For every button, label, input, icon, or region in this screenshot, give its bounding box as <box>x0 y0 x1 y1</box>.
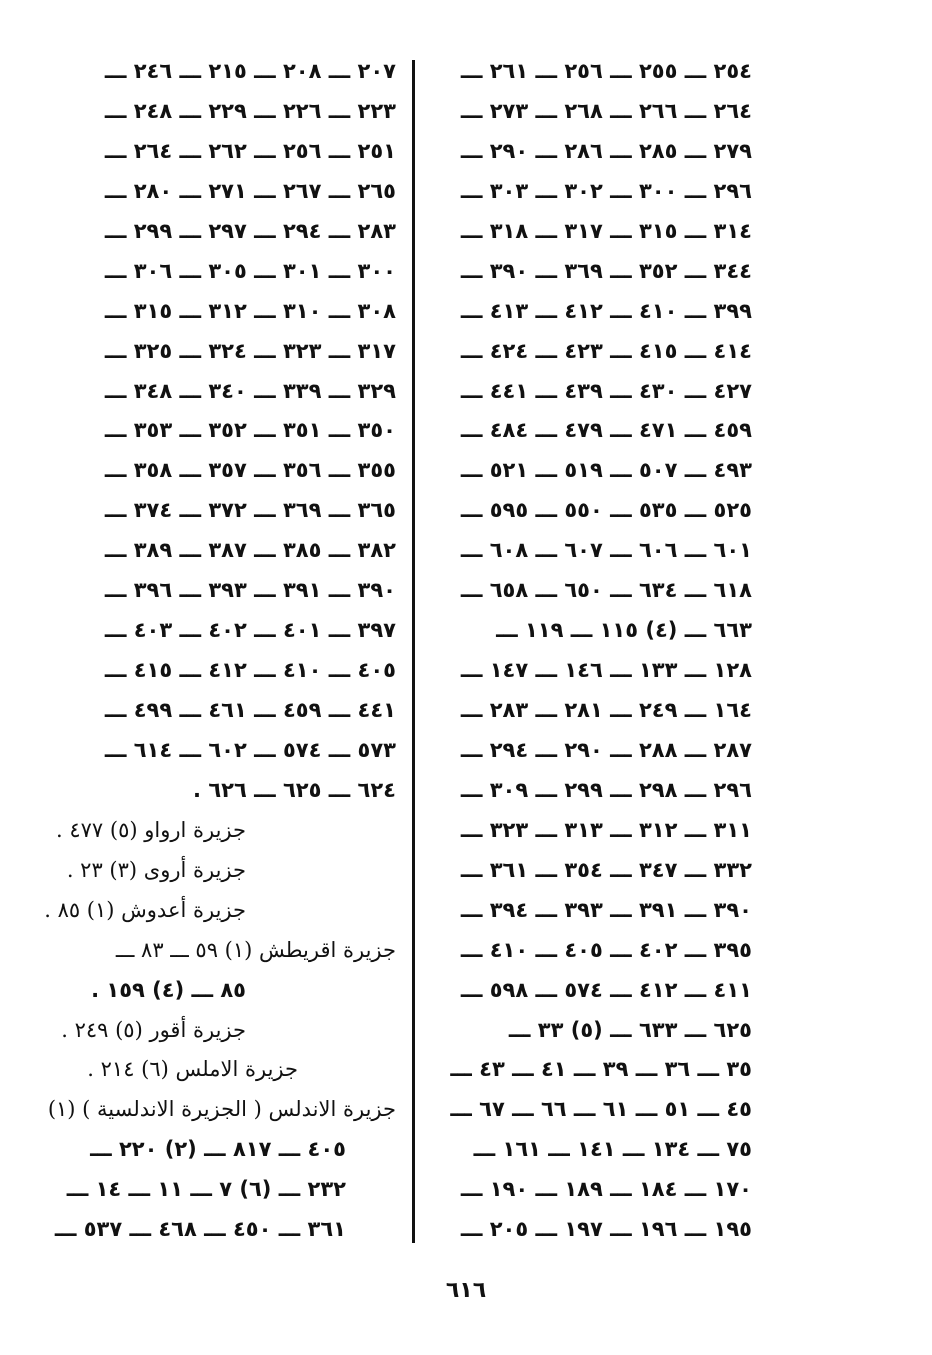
index-heading: جزيرة اقريطش (١) ٥٩ ـــ ٨٣ ـــ <box>115 937 396 962</box>
index-line: ٦١٨ ـــ ٦٣٤ ـــ ٦٥٠ ـــ ٦٥٨ ـــ <box>460 578 752 603</box>
index-line: ٤٩٣ ـــ ٥٠٧ ـــ ٥١٩ ـــ ٥٢١ ـــ <box>460 458 752 483</box>
index-line: ٣١١ ـــ ٣١٢ ـــ ٣١٣ ـــ ٣٢٣ ـــ <box>460 817 752 842</box>
index-line: ٢٧٩ ـــ ٢٨٥ ـــ ٢٨٦ ـــ ٢٩٠ ـــ <box>460 138 752 163</box>
index-line: ٣٩٧ ـــ ٤٠١ ـــ ٤٠٢ ـــ ٤٠٣ ـــ <box>104 618 396 643</box>
index-line: ٣٩٠ ـــ ٣٩١ ـــ ٣٩٣ ـــ ٣٩٤ ـــ <box>460 897 752 922</box>
index-line: ٥٧٣ ـــ ٥٧٤ ـــ ٦٠٢ ـــ ٦١٤ ـــ <box>104 737 396 762</box>
index-line: ٣٠٠ ـــ ٣٠١ ـــ ٣٠٥ ـــ ٣٠٦ ـــ <box>104 258 396 283</box>
index-line: ٤٠٥ ـــ ٤١٠ ـــ ٤١٢ ـــ ٤١٥ ـــ <box>104 658 396 683</box>
index-line: ٤١٤ ـــ ٤١٥ ـــ ٤٢٣ ـــ ٤٢٤ ـــ <box>460 338 752 363</box>
index-line: ٣٢٩ ـــ ٣٣٩ ـــ ٣٤٠ ـــ ٣٤٨ ـــ <box>104 378 396 403</box>
index-line: ٤٢٧ ـــ ٤٣٠ ـــ ٤٣٩ ـــ ٤٤١ ـــ <box>460 378 752 403</box>
index-line: ٨٥ ـــ (٤) ١٥٩ . <box>91 977 246 1002</box>
index-line: ٣٨٢ ـــ ٣٨٥ ـــ ٣٨٧ ـــ ٣٨٩ ـــ <box>104 538 396 563</box>
index-line: ٧٥ ـــ ١٣٤ ـــ ١٤١ ـــ ١٦١ ـــ <box>473 1137 752 1162</box>
index-heading: جزيرة أعدوش (١) ٨٥ . <box>44 897 246 922</box>
index-line: ٢٨٧ ـــ ٢٨٨ ـــ ٢٩٠ ـــ ٢٩٤ ـــ <box>460 737 752 762</box>
index-line: ٦٢٥ ـــ ٦٣٣ ـــ (٥) ٣٣ ـــ <box>508 1017 752 1042</box>
index-line: ٦٢٤ ـــ ٦٢٥ ـــ ٦٢٦ . <box>193 777 396 802</box>
index-line: ٣٥ ـــ ٣٦ ـــ ٣٩ ـــ ٤١ ـــ ٤٣ ـــ <box>450 1057 752 1082</box>
index-line: ٢٦٤ ـــ ٢٦٦ ـــ ٢٦٨ ـــ ٢٧٣ ـــ <box>460 98 752 123</box>
index-line: ٦٠١ ـــ ٦٠٦ ـــ ٦٠٧ ـــ ٦٠٨ ـــ <box>460 538 752 563</box>
column-divider <box>412 60 415 1243</box>
index-heading: جزيرة ارواو (٥) ٤٧٧ . <box>56 817 246 842</box>
index-line: ١٧٠ ـــ ١٨٤ ـــ ١٨٩ ـــ ١٩٠ ـــ <box>460 1177 752 1202</box>
index-line: ٢٥٤ ـــ ٢٥٥ ـــ ٢٥٦ ـــ ٢٦١ ـــ <box>460 59 752 83</box>
index-line: ٣١٤ ـــ ٣١٥ ـــ ٣١٧ ـــ ٣١٨ ـــ <box>460 218 752 243</box>
index-line: ٦٦٣ ـــ (٤) ١١٥ ـــ ١١٩ ـــ <box>496 618 752 643</box>
index-line: ٣٩٠ ـــ ٣٩١ ـــ ٣٩٣ ـــ ٣٩٦ ـــ <box>104 578 396 603</box>
index-line: ٤٤١ ـــ ٤٥٩ ـــ ٤٦١ ـــ ٤٩٩ ـــ <box>104 698 396 722</box>
index-line: ٣٥٠ ـــ ٣٥١ ـــ ٣٥٢ ـــ ٣٥٣ ـــ <box>104 418 396 443</box>
index-column-right <box>440 52 752 1250</box>
index-line: ١٢٨ ـــ ١٣٣ ـــ ١٤٦ ـــ ١٤٧ ـــ <box>460 658 752 683</box>
index-line: ٢٨٣ ـــ ٢٩٤ ـــ ٢٩٧ ـــ ٢٩٩ ـــ <box>104 218 396 243</box>
index-line: ٢٢٣ ـــ ٢٢٦ ـــ ٢٢٩ ـــ ٢٤٨ ـــ <box>104 98 396 123</box>
index-line: ٣٣٢ ـــ ٣٤٧ ـــ ٣٥٤ ـــ ٣٦١ ـــ <box>460 857 752 882</box>
index-line: ٢٣٢ ـــ (٦) ٧ ـــ ١١ ـــ ١٤ ـــ <box>66 1177 346 1202</box>
index-line: ٤٥ ـــ ٥١ ـــ ٦١ ـــ ٦٦ ـــ ٦٧ ـــ <box>450 1097 752 1122</box>
index-line: ٣٥٥ ـــ ٣٥٦ ـــ ٣٥٧ ـــ ٣٥٨ ـــ <box>104 458 396 483</box>
index-line: ٤٥٩ ـــ ٤٧١ ـــ ٤٧٩ ـــ ٤٨٤ ـــ <box>460 418 752 443</box>
index-heading: جزيرة الاملس (٦) ٢١٤ . <box>87 1057 298 1082</box>
index-heading: جزيرة أروى (٣) ٢٣ . <box>66 857 246 882</box>
index-line: ٥٢٥ ـــ ٥٣٥ ـــ ٥٥٠ ـــ ٥٩٥ ـــ <box>460 498 752 523</box>
index-line: ٣٦١ ـــ ٤٥٠ ـــ ٤٦٨ ـــ ٥٣٧ ـــ <box>54 1217 346 1242</box>
index-line: ٢٠٧ ـــ ٢٠٨ ـــ ٢١٥ ـــ ٢٤٦ ـــ <box>104 59 396 83</box>
index-line: ٣٦٥ ـــ ٣٦٩ ـــ ٣٧٢ ـــ ٣٧٤ ـــ <box>104 498 396 523</box>
index-heading: جزيرة الاندلس ( الجزيرة الاندلسية ) (١) <box>47 1097 396 1122</box>
index-line: ٢٥١ ـــ ٢٥٦ ـــ ٢٦٢ ـــ ٢٦٤ ـــ <box>104 138 396 163</box>
index-line: ٣٩٥ ـــ ٤٠٢ ـــ ٤٠٥ ـــ ٤١٠ ـــ <box>460 937 752 962</box>
index-line: ٤٠٥ ـــ ٨١٧ ـــ (٢) ٢٢٠ ـــ <box>90 1137 346 1162</box>
index-line: ٣٠٨ ـــ ٣١٠ ـــ ٣١٢ ـــ ٣١٥ ـــ <box>104 298 396 323</box>
page-number: ٦١٦ <box>445 1278 487 1303</box>
index-line: ٣٤٤ ـــ ٣٥٢ ـــ ٣٦٩ ـــ ٣٩٠ ـــ <box>460 258 752 283</box>
index-line: ٣١٧ ـــ ٣٢٣ ـــ ٣٢٤ ـــ ٣٢٥ ـــ <box>104 338 396 363</box>
index-line: ٣٩٩ ـــ ٤١٠ ـــ ٤١٢ ـــ ٤١٣ ـــ <box>460 298 752 323</box>
index-heading: جزيرة أقور (٥) ٢٤٩ . <box>61 1017 246 1042</box>
index-line: ١٩٥ ـــ ١٩٦ ـــ ١٩٧ ـــ ٢٠٥ ـــ <box>460 1217 752 1242</box>
index-line: ٢٩٦ ـــ ٢٩٨ ـــ ٢٩٩ ـــ ٣٠٩ ـــ <box>460 777 752 802</box>
index-column-left <box>44 52 396 1250</box>
index-line: ٢٩٦ ـــ ٣٠٠ ـــ ٣٠٢ ـــ ٣٠٣ ـــ <box>460 178 752 203</box>
index-line: ١٦٤ ـــ ٢٤٩ ـــ ٢٨١ ـــ ٢٨٣ ـــ <box>460 698 752 722</box>
index-line: ٤١١ ـــ ٤١٢ ـــ ٥٧٤ ـــ ٥٩٨ ـــ <box>460 977 752 1002</box>
index-line: ٢٦٥ ـــ ٢٦٧ ـــ ٢٧١ ـــ ٢٨٠ ـــ <box>104 178 396 203</box>
